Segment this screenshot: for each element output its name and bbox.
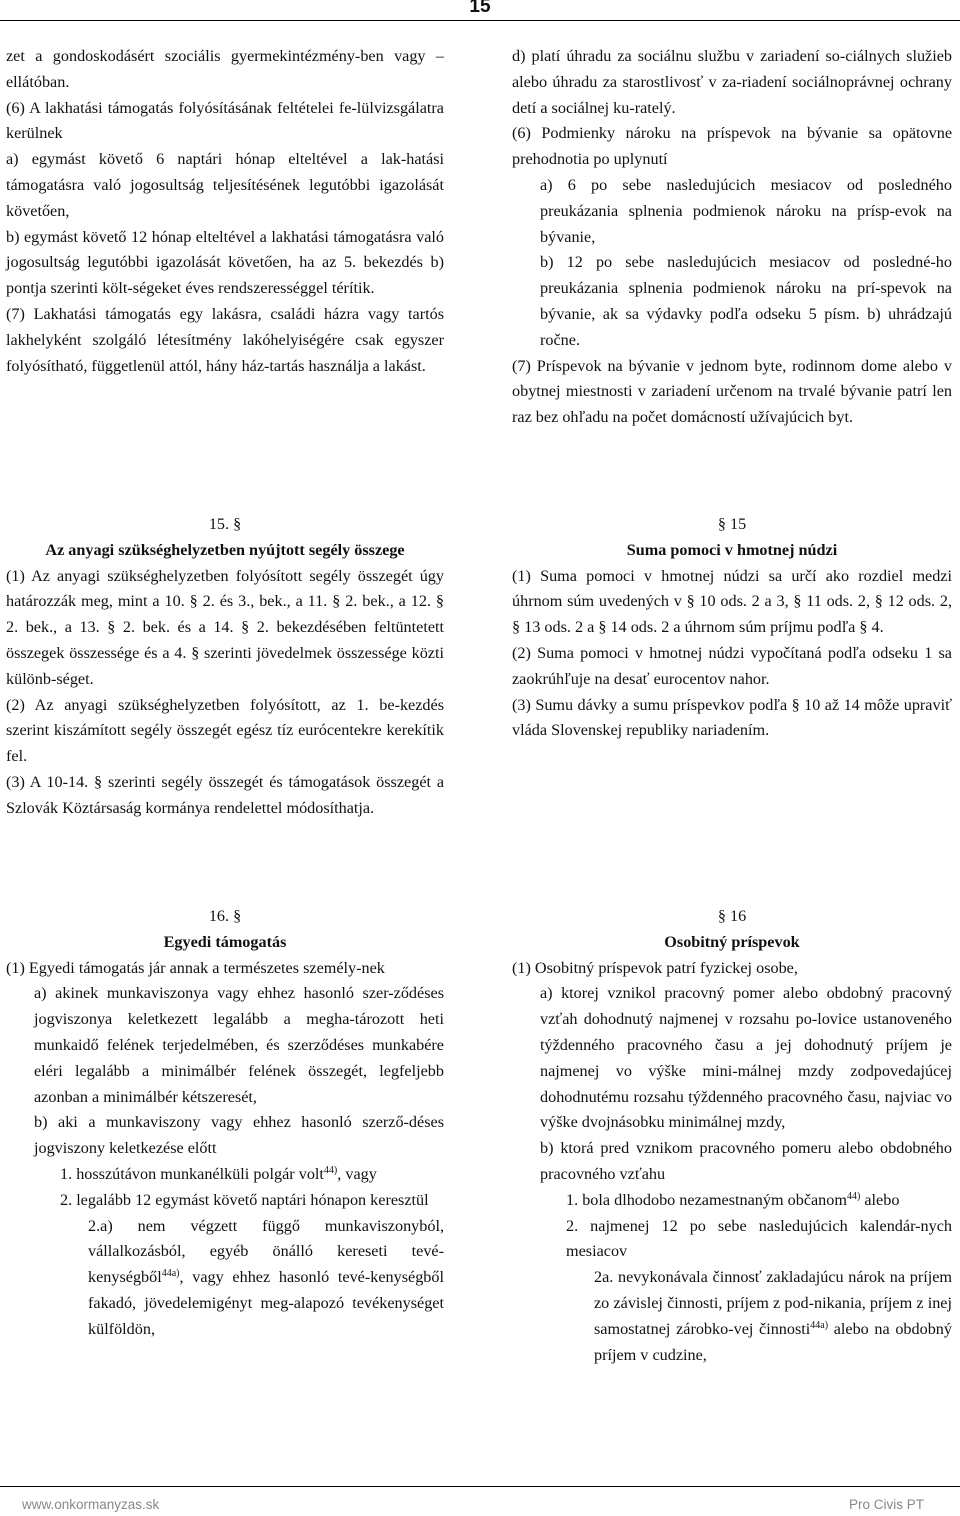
footer-rule bbox=[0, 1486, 960, 1487]
paragraph: (1) Egyedi támogatás jár annak a természetes személy-nek bbox=[6, 958, 385, 977]
paragraph: (1) Az anyagi szükséghelyzetben folyósított segély összegét úgy határozzák meg, mint a 10. § 2. és 3., bek., a 11. § 2. bek., a 12. § 2. bek., a 13. § 2. bek. és a 14. § 2. bekezdésében feltüntetett összegek összessége és a 4. § szerinti jövedelmek összessége közti különb-séget. bbox=[6, 566, 444, 688]
header-rule bbox=[0, 20, 960, 21]
sk-section-14-continuation bbox=[512, 44, 952, 431]
list-item: a) ktorej vznikol pracovný pomer alebo obdobný pracovný vzťah dohodnutý najmenej v rozsahu po-lovice ustanoveného týždenného pracovného času a jej dohodnutý príjem je najmenej vo výške mini-málnej mzdy zodpovedajúcej dohodnutému rozsahu týždenného pracovného času, najviac vo výške dvojnásobku minimálnej mzdy, bbox=[540, 984, 952, 1132]
footer-website: www.onkormanyzas.sk bbox=[22, 1497, 160, 1512]
list-item: 2.a) nem végzett függő munkaviszonyból, vállalkozásból, egyéb önálló kereseti tevé-kenységből$^{44a)}$, vagy ehhez hasonló tevé-kenységből fakadó, jövedelemigényt meg-alapozó tevékenységet külföldön, bbox=[88, 1216, 444, 1338]
section-title: Egyedi támogatás bbox=[163, 932, 287, 951]
list-item: b) ktorá pred vznikom pracovného pomeru alebo obdobného pracovného vzťahu bbox=[540, 1139, 952, 1183]
footnote-ref: 44a) bbox=[810, 1319, 829, 1331]
footnote-ref: 44) bbox=[846, 1190, 861, 1202]
paragraph: (7) Lakhatási támogatás egy lakásra, családi házra vagy tartós lakhelyként szolgáló létesítmény lakóhelyiségére csak egyszer folyósítható, függetlenül attól, hány ház-tartás használja a lakást. bbox=[6, 304, 444, 375]
sk-section-16 bbox=[512, 904, 952, 1368]
hu-section-14-continuation bbox=[6, 44, 444, 379]
paragraph: (3) A 10-14. § szerinti segély összegét és támogatások összegét a Szlovák Köztársaság kormánya rendelettel módosíthatja. bbox=[6, 772, 444, 817]
list-item: b) aki a munkaviszony vagy ehhez hasonló szerző-déses jogviszony keletkezése előtt bbox=[34, 1113, 444, 1158]
page-number: 15 bbox=[469, 0, 491, 17]
list-item: a) akinek munkaviszonya vagy ehhez hasonló szer-ződéses jogviszonya keletkezett legalább a megha-tározott heti munkaidő felének terjedelmében, és szerződéses munkabére eléri legalább a minimálbér felének összegét, legfeljebb azonban a minimálbér kétszeresét, bbox=[34, 984, 444, 1106]
paragraph: (6) A lakhatási támogatás folyósításának feltételei fe-lülvizsgálatra kerülnek bbox=[6, 98, 444, 143]
list-item: 2a. nevykonávala činnosť zakladajúcu nárok na príjem zo závislej činnosti, príjem z pod-nikania, príjem z inej samostatnej zárobko-vej činnosti$^{44a)}$ alebo na obdobný príjem v cudzine, bbox=[594, 1268, 952, 1364]
footnote-ref: 44a) bbox=[161, 1268, 180, 1280]
paragraph: (7) Príspevok na bývanie v jednom byte, rodinnom dome alebo v obytnej miestnosti v zariadení určenom na trvalé bývanie patrí len raz bez ohľadu na počet domácností užívajúcich byt. bbox=[512, 356, 952, 427]
section-number: 16. § bbox=[208, 907, 242, 925]
list-item: 1. bola dlhodobo nezamestnaným občanom$^{44)}$ alebo bbox=[566, 1190, 900, 1209]
list-item: 2. legalább 12 egymást követő naptári hónapon keresztül bbox=[60, 1190, 429, 1209]
list-item: 2. najmenej 12 po sebe nasledujúcich kalendár-nych mesiacov bbox=[566, 1216, 952, 1261]
sk-section-15 bbox=[512, 512, 952, 744]
list-item: b) 12 po sebe nasledujúcich mesiacov od posledné-ho preukázania splnenia podmienok nároku na prí-spevok na bývanie, ak sa výdavky podľa odseku 5 písm. b) uhrádzajú ročne. bbox=[540, 253, 952, 349]
section-number: § 15 bbox=[717, 515, 747, 533]
paragraph: (2) Az anyagi szükséghelyzetben folyósított, az 1. be-kezdés szerint kiszámított segély összegét egész tíz eurócentekre kerekítik fel. bbox=[6, 695, 444, 766]
paragraph: (1) Osobitný príspevok patrí fyzickej osobe, bbox=[512, 958, 798, 977]
footnote-ref: 44) bbox=[323, 1164, 338, 1176]
list-item: a) egymást követő 6 naptári hónap elteltével a lak-hatási támogatásra való jogosultság teljesítésének legutóbbi igazolását követően, bbox=[6, 150, 444, 220]
list-item: b) egymást követő 12 hónap elteltével a lakhatási támogatásra való jogosultság legutóbbi igazolását követően, ha az 5. bekezdés b) pontja szerinti költ-ségeket éves rendszerességgel térítik. bbox=[6, 227, 444, 298]
section-title: Az anyagi szükséghelyzetben nyújtott segély összege bbox=[45, 540, 405, 559]
list-item: a) 6 po sebe nasledujúcich mesiacov od posledného preukázania splnenia podmienok nároku na prísp-evok na bývanie, bbox=[540, 175, 952, 246]
footer-publisher: Pro Civis PT bbox=[848, 1497, 924, 1512]
paragraph: zet a gondoskodásért szociális gyermekintézmény-ben vagy –ellátóban. bbox=[6, 47, 444, 91]
section-title: Suma pomoci v hmotnej núdzi bbox=[626, 540, 838, 559]
hu-section-15 bbox=[6, 512, 444, 822]
hu-section-16 bbox=[6, 904, 444, 1343]
section-number: 15. § bbox=[208, 515, 242, 533]
paragraph: (3) Sumu dávky a sumu príspevkov podľa § 10 až 14 môže upraviť vláda Slovenskej republiky nariadením. bbox=[512, 695, 952, 740]
paragraph: d) platí úhradu za sociálnu službu v zariadení so-ciálnych služieb alebo úhradu za starostlivosť v za-riadení sociálnoprávnej ochrany detí a sociálnej ku-ratelý. bbox=[512, 47, 952, 117]
paragraph: (2) Suma pomoci v hmotnej núdzi vypočítaná podľa odseku 1 sa zaokrúhľuje na desať eurocentov nahor. bbox=[512, 643, 952, 688]
section-number: § 16 bbox=[717, 907, 747, 925]
paragraph: (1) Suma pomoci v hmotnej núdzi sa určí ako rozdiel medzi úhrnom súm uvedených v § 10 ods. 2 a 3, § 11 ods. 2, § 12 ods. 2, § 13 ods. 2 a § 14 ods. 2 a úhrnom súm príjmu podľa § 4. bbox=[512, 566, 952, 637]
paragraph: (6) Podmienky nároku na príspevok na bývanie sa opätovne prehodnotia po uplynutí bbox=[512, 124, 952, 169]
list-item: 1. hosszútávon munkanélküli polgár volt$^{44)}$, vagy bbox=[60, 1164, 377, 1183]
section-title: Osobitný príspevok bbox=[664, 932, 800, 951]
